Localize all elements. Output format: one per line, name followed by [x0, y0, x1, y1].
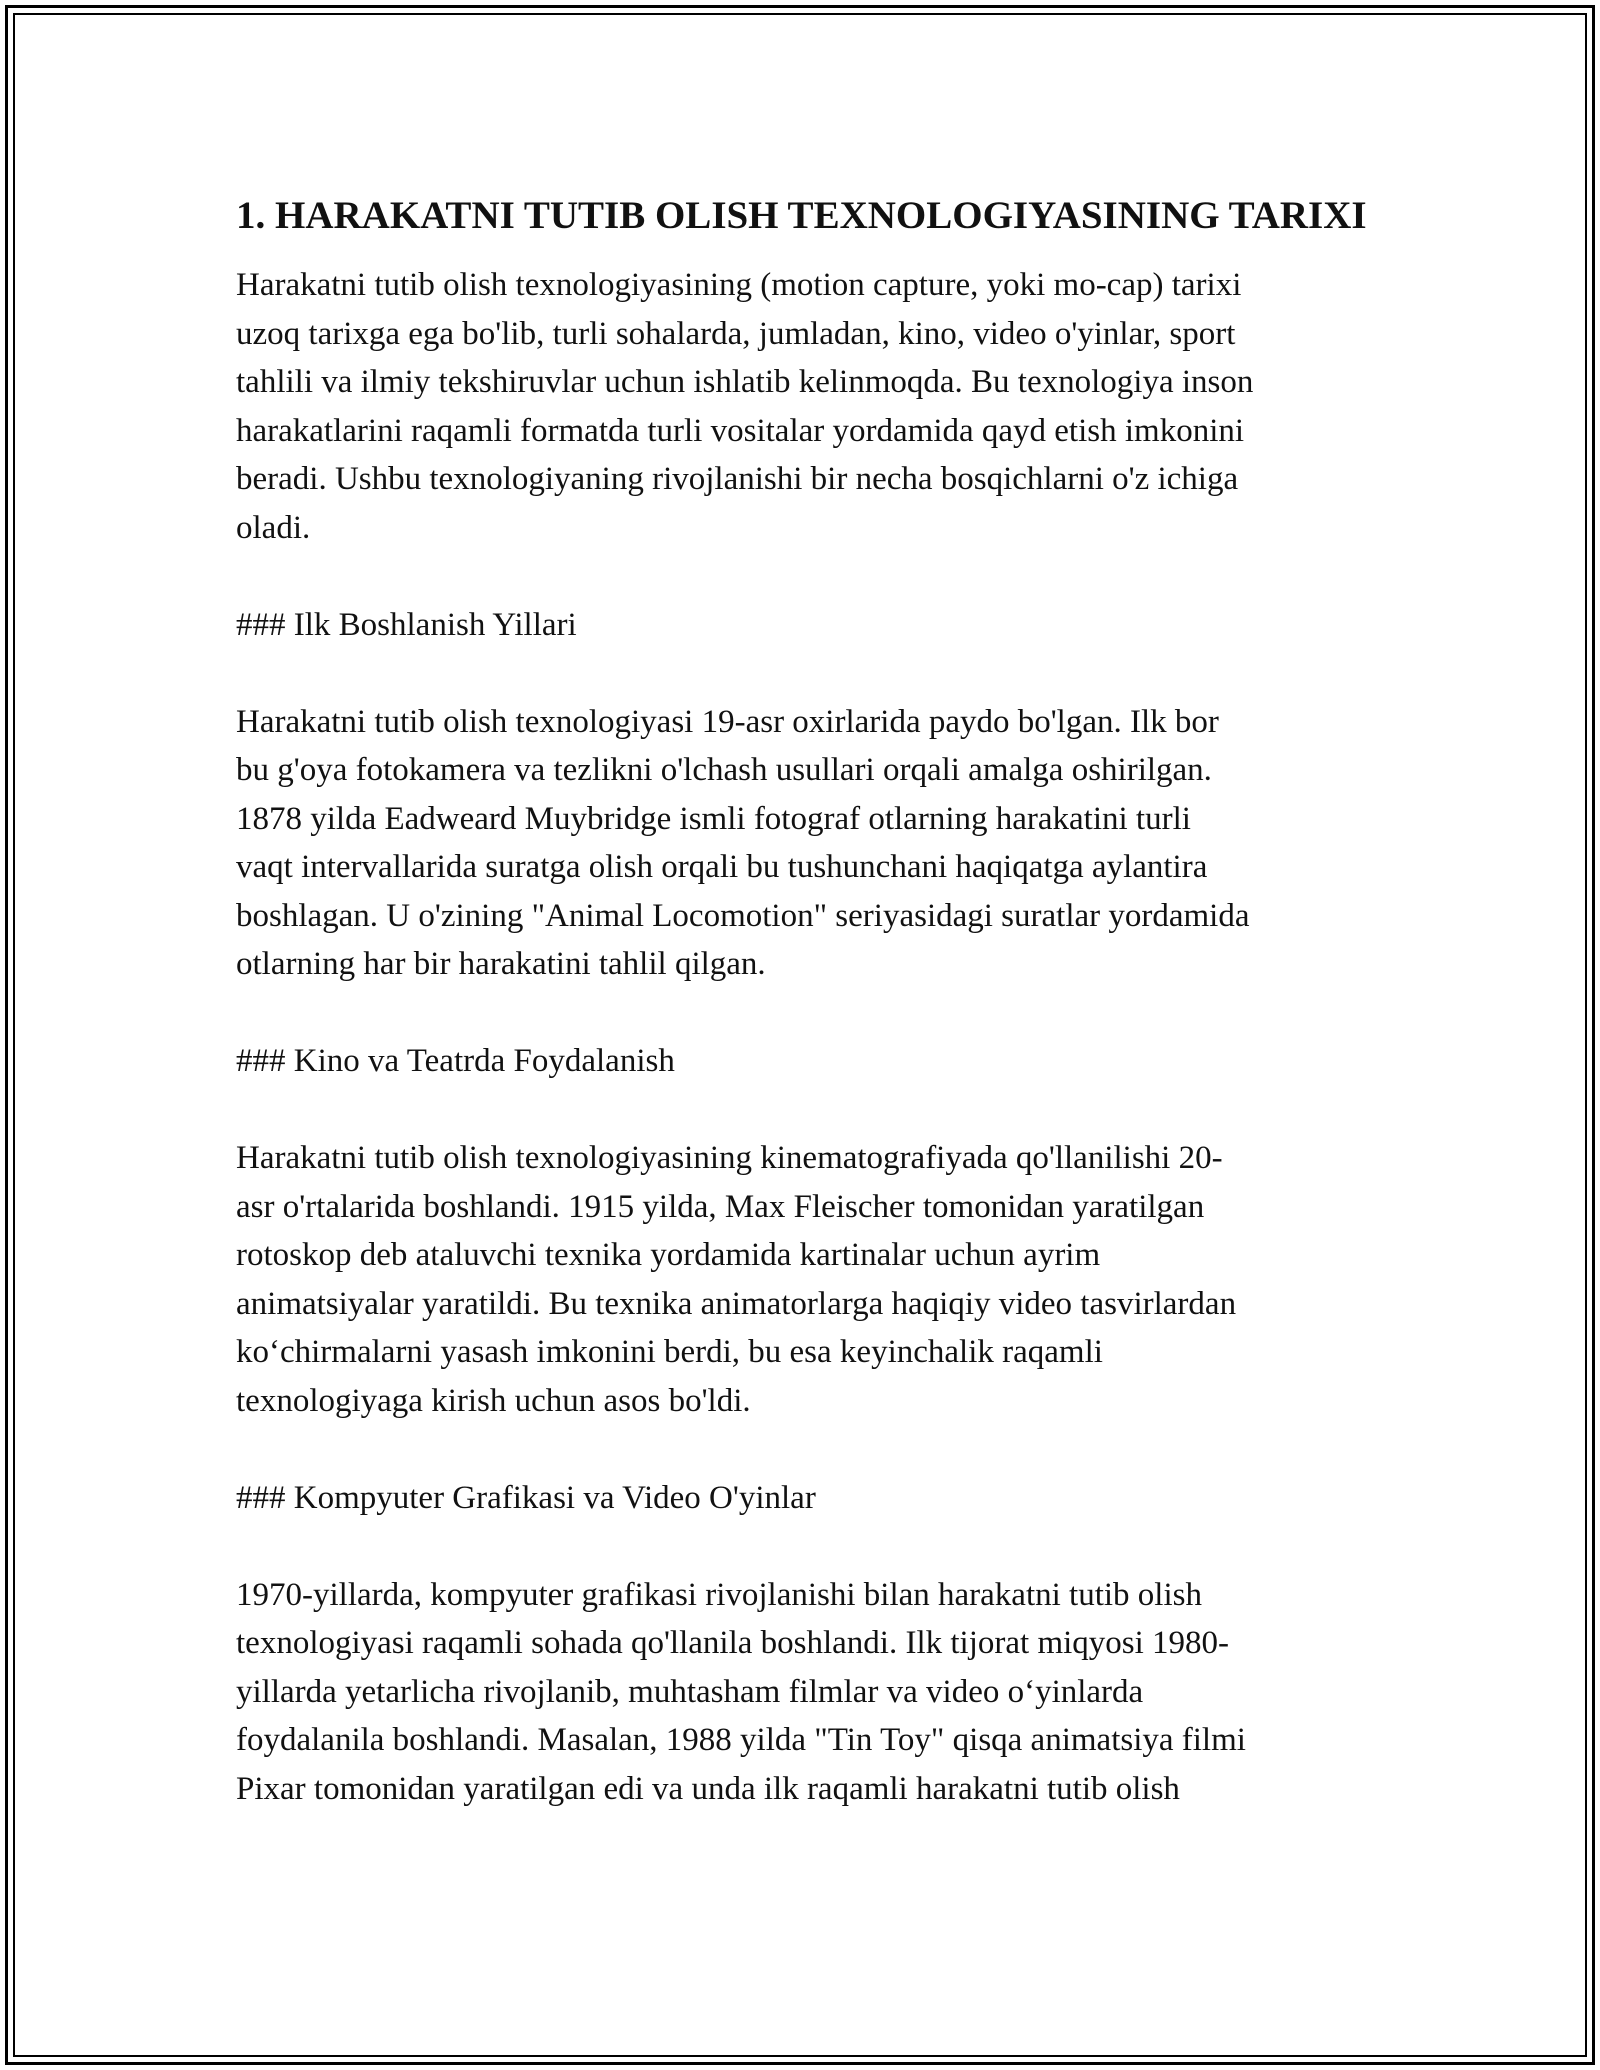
section-heading-kompyuter-grafikasi: ### Kompyuter Grafikasi va Video O'yinlar — [236, 1479, 816, 1516]
section-body-kompyuter-grafikasi: 1970-yillarda, kompyuter grafikasi rivojlanishi bilan harakatni tutib olish texnologiyasi raqamli sohada qo'llanila boshlandi. Ilk tijorat miqyosi 1980- yillarda yetarlicha rivojlanib, muhtasham filmlar va video o‘yinlarda foydalanila boshlandi. Masalan, 1988 yilda "Tin Toy" qisqa animatsiya filmi Pixar tomonidan yaratilgan edi va unda ilk raqamli harakatni tutib olish — [236, 1576, 1246, 1807]
document-title: 1. HARAKATNI TUTIB OLISH TEXNOLOGIYASINING TARIXI — [236, 194, 1367, 237]
intro-paragraph: Harakatni tutib olish texnologiyasining (motion capture, yoki mo-cap) tarixi uzoq tarixga ega bo'lib, turli sohalarda, jumladan, kino, video o'yinlar, sport tahlili va ilmiy tekshiruvlar uchun ishlatib kelinmoqda. Bu texnologiya inson harakatlarini raqamli formatda turli vositalar yordamida qayd etish imkonini beradi. Ushbu texnologiyaning rivojlanishi bir necha bosqichlarni o'z ichiga oladi. — [236, 267, 1254, 546]
document-content — [236, 188, 1372, 1862]
section-body-kino-teatr: Harakatni tutib olish texnologiyasining kinematografiyada qo'llanilishi 20- asr o'rtalarida boshlandi. 1915 yilda, Max Fleischer tomonidan yaratilgan rotoskop deb ataluvchi texnika yordamida kartinalar uchun ayrim animatsiyalar yaratildi. Bu texnika animatorlarga haqiqiy video tasvirlardan ko‘chirmalarni yasash imkonini berdi, bu esa keyinchalik raqamli texnologiyaga kirish uchun asos bo'ldi. — [236, 1140, 1237, 1419]
section-body-ilk-boshlanish: Harakatni tutib olish texnologiyasi 19-asr oxirlarida paydo bo'lgan. Ilk bor bu g'oya fotokamera va tezlikni o'lchash usullari orqali amalga oshirilgan. 1878 yilda Eadweard Muybridge ismli fotograf otlarning harakatini turli vaqt intervallarida suratga olish orqali bu tushunchani haqiqatga aylantira boshlagan. U o'zining "Animal Locomotion" seriyasidagi suratlar yordamida otlarning har bir harakatini tahlil qilgan. — [236, 703, 1250, 982]
section-heading-ilk-boshlanish: ### Ilk Boshlanish Yillari — [236, 606, 577, 643]
section-heading-kino-teatr: ### Kino va Teatrda Foydalanish — [236, 1043, 675, 1079]
